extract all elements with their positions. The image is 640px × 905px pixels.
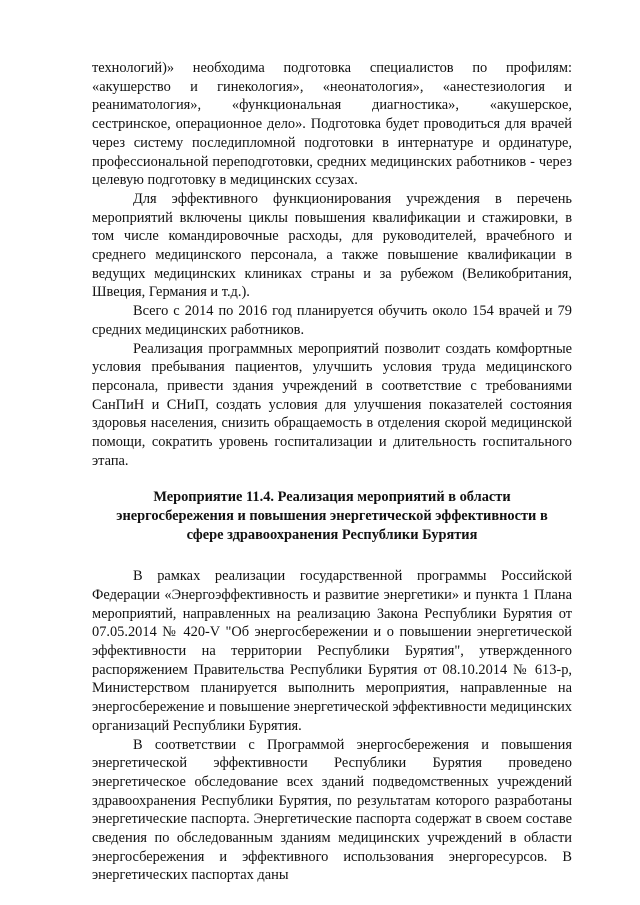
section-heading <box>92 488 572 545</box>
paragraph-training-totals: Всего с 2014 по 2016 год планируется обучить около 154 врачей и 79 средних медицинских работников. <box>92 303 572 338</box>
paragraph-energy-audit: В соответствии с Программой энергосбережения и повышения энергетической эффективности Республики Бурятия проведено энергетическое обследование всех зданий подведомственных учреждений здравоохранения Республики Бурятия, по результатам которого разработаны энергетические паспорта. Энергетические паспорта содержат в своем составе сведения по обследованным зданиям медицинских учреждений в области энергосбережения и эффективного использования энергоресурсов. В энергетических паспортах даны <box>92 736 572 884</box>
document-page <box>92 59 572 885</box>
section-heading-line-2: энергосбережения и повышения энергетической эффективности в <box>116 508 548 525</box>
section-heading-line-3: сфере здравоохранения Республики Бурятия <box>186 527 478 544</box>
paragraph-specialist-training: технологий)» необходима подготовка специалистов по профилям: «акушерство и гинекология», «неонатология», «анестезиология и реаниматология», «функциональная диагностика», «акушерское, сестринское, операционное дело». Подготовка будет проводиться для врачей через систему последипломной подготовки в интернатуре и ординатуре, профессиональной переподготовки, средних медицинских работников - через целевую подготовку в медицинских ссузах. <box>92 60 572 189</box>
paragraph-state-program: В рамках реализации государственной программы Российской Федерации «Энергоэффективность и развитие энергетики» и пункта 1 Плана мероприятий, направленных на реализацию Закона Республики Бурятия от 07.05.2014 № 420-V "Об энергосбережении и о повышении энергетической эффективности на территории Республики Бурятия", утвержденного распоряжением Правительства Республики Бурятия от 08.10.2014 № 613-р, Министерством планируется выполнить мероприятия, направленные на энергосбережение и повышение энергетической эффективности медицинских организаций Республики Бурятия. <box>92 568 572 734</box>
paragraph-program-outcomes: Реализация программных мероприятий позволит создать комфортные условия пребывания пациентов, улучшить условия труда медицинского персонала, привести здания учреждений в соответствие с требованиями СанПиН и СНиП, создать условия для улучшения показателей состояния здоровья населения, снизить обращаемость в отделения скорой медицинской помощи, сократить уровень госпитализации и длительность госпитального этапа. <box>92 340 572 469</box>
paragraph-qualification-courses: Для эффективного функционирования учреждения в перечень мероприятий включены циклы повышения квалификации и стажировки, в том числе командировочные расходы, для руководителей, врачебного и среднего медицинского персонала, а также повышение квалификации в ведущих медицинских клиниках страны и за рубежом (Великобритания, Швеция, Германия и т.д.). <box>92 190 572 301</box>
section-heading-line-1: Мероприятие 11.4. Реализация мероприятий в области <box>153 489 511 506</box>
